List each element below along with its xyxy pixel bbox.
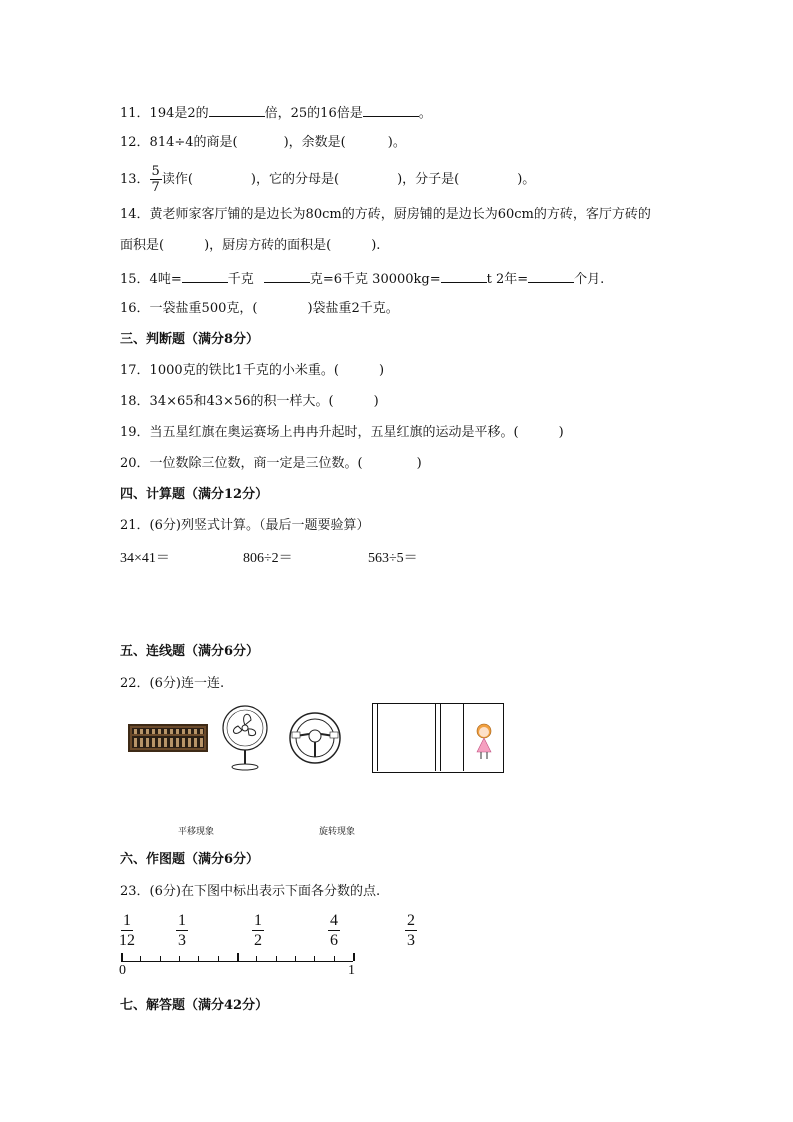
question-18: 18．34×65和43×56的积一样大。( ) bbox=[120, 394, 379, 409]
section-6-title: 六、作图题（满分6分） bbox=[120, 852, 260, 867]
question-17: 17．1000克的铁比1千克的小米重。( ) bbox=[120, 363, 385, 378]
section-4-title: 四、计算题（满分12分） bbox=[120, 487, 269, 502]
blank[interactable] bbox=[209, 104, 265, 117]
fraction-1-12: 1 12 bbox=[119, 912, 135, 949]
question-19: 19．当五星红旗在奥运赛场上冉冉升起时，五星红旗的运动是平移。( ) bbox=[120, 425, 564, 440]
number-line-tick bbox=[256, 956, 257, 961]
label-translation: 平移现象 bbox=[178, 827, 215, 837]
fraction-1-3: 1 3 bbox=[178, 912, 186, 949]
number-line-tick bbox=[160, 956, 161, 961]
fan-image bbox=[220, 702, 270, 772]
number-line[interactable] bbox=[121, 950, 353, 964]
calc-expression-3: 563÷5＝ bbox=[368, 551, 418, 566]
question-20: 20．一位数除三位数，商一定是三位数。( ) bbox=[120, 456, 422, 471]
section-7-title: 七、解答题（满分42分） bbox=[120, 998, 269, 1013]
number-line-tick bbox=[140, 956, 141, 961]
section-3-title: 三、判断题（满分8分） bbox=[120, 332, 260, 347]
sliding-door-image bbox=[372, 703, 504, 773]
blank[interactable] bbox=[441, 270, 487, 283]
number-line-tick bbox=[353, 953, 355, 961]
calc-expression-1: 34×41＝ bbox=[120, 551, 170, 566]
axis-label-1: 1 bbox=[348, 963, 355, 978]
question-15: 15．4吨= 千克 克=6千克 30000kg= t 2年= 个月. bbox=[120, 272, 605, 287]
question-11: 11．194是2的 倍，25的16倍是 。 bbox=[120, 106, 432, 121]
question-21: 21．(6分)列竖式计算。（最后一题要验算） bbox=[120, 518, 370, 533]
number-line-tick bbox=[121, 953, 123, 961]
fraction-2-3: 2 3 bbox=[407, 912, 415, 949]
number-line-tick bbox=[198, 956, 199, 961]
number-line-tick bbox=[276, 956, 277, 961]
fraction-4-6: 4 6 bbox=[330, 912, 338, 949]
number-line-tick bbox=[314, 956, 315, 961]
question-14-line2: 面积是( )，厨房方砖的面积是( ). bbox=[120, 238, 381, 253]
label-rotation: 旋转现象 bbox=[319, 827, 356, 837]
number-line-tick bbox=[334, 956, 335, 961]
number-line-tick bbox=[237, 953, 239, 961]
question-16: 16．一袋盐重500克，( )袋盐重2千克。 bbox=[120, 301, 399, 316]
axis-label-0: 0 bbox=[119, 963, 126, 978]
question-23: 23．(6分)在下图中标出表示下面各分数的点. bbox=[120, 884, 381, 899]
steering-wheel-image bbox=[288, 710, 342, 766]
section-5-title: 五、连线题（满分6分） bbox=[120, 644, 260, 659]
abacus-image bbox=[128, 724, 208, 752]
question-22: 22．(6分)连一连. bbox=[120, 676, 225, 691]
fraction-1-2: 1 2 bbox=[254, 912, 262, 949]
question-13: 13． $\frac{5}{7}$ 读作( )，它的分母是( )，分子是( )。 bbox=[120, 164, 536, 195]
girl-icon bbox=[471, 722, 497, 762]
blank[interactable] bbox=[363, 104, 419, 117]
number-line-tick bbox=[179, 956, 180, 961]
number-line-tick bbox=[218, 956, 219, 961]
blank[interactable] bbox=[182, 270, 228, 283]
number-line-tick bbox=[295, 956, 296, 961]
fraction-5-7: $\frac{5}{7}$ bbox=[151, 164, 160, 195]
blank[interactable] bbox=[264, 270, 310, 283]
number-line-axis bbox=[121, 961, 353, 962]
blank[interactable] bbox=[528, 270, 574, 283]
question-12: 12．814÷4的商是( )，余数是( )。 bbox=[120, 135, 406, 150]
question-14-line1: 14．黄老师家客厅铺的是边长为80cm的方砖，厨房铺的是边长为60cm的方砖，客厅方砖的 bbox=[120, 207, 651, 222]
calc-expression-2: 806÷2＝ bbox=[243, 551, 293, 566]
